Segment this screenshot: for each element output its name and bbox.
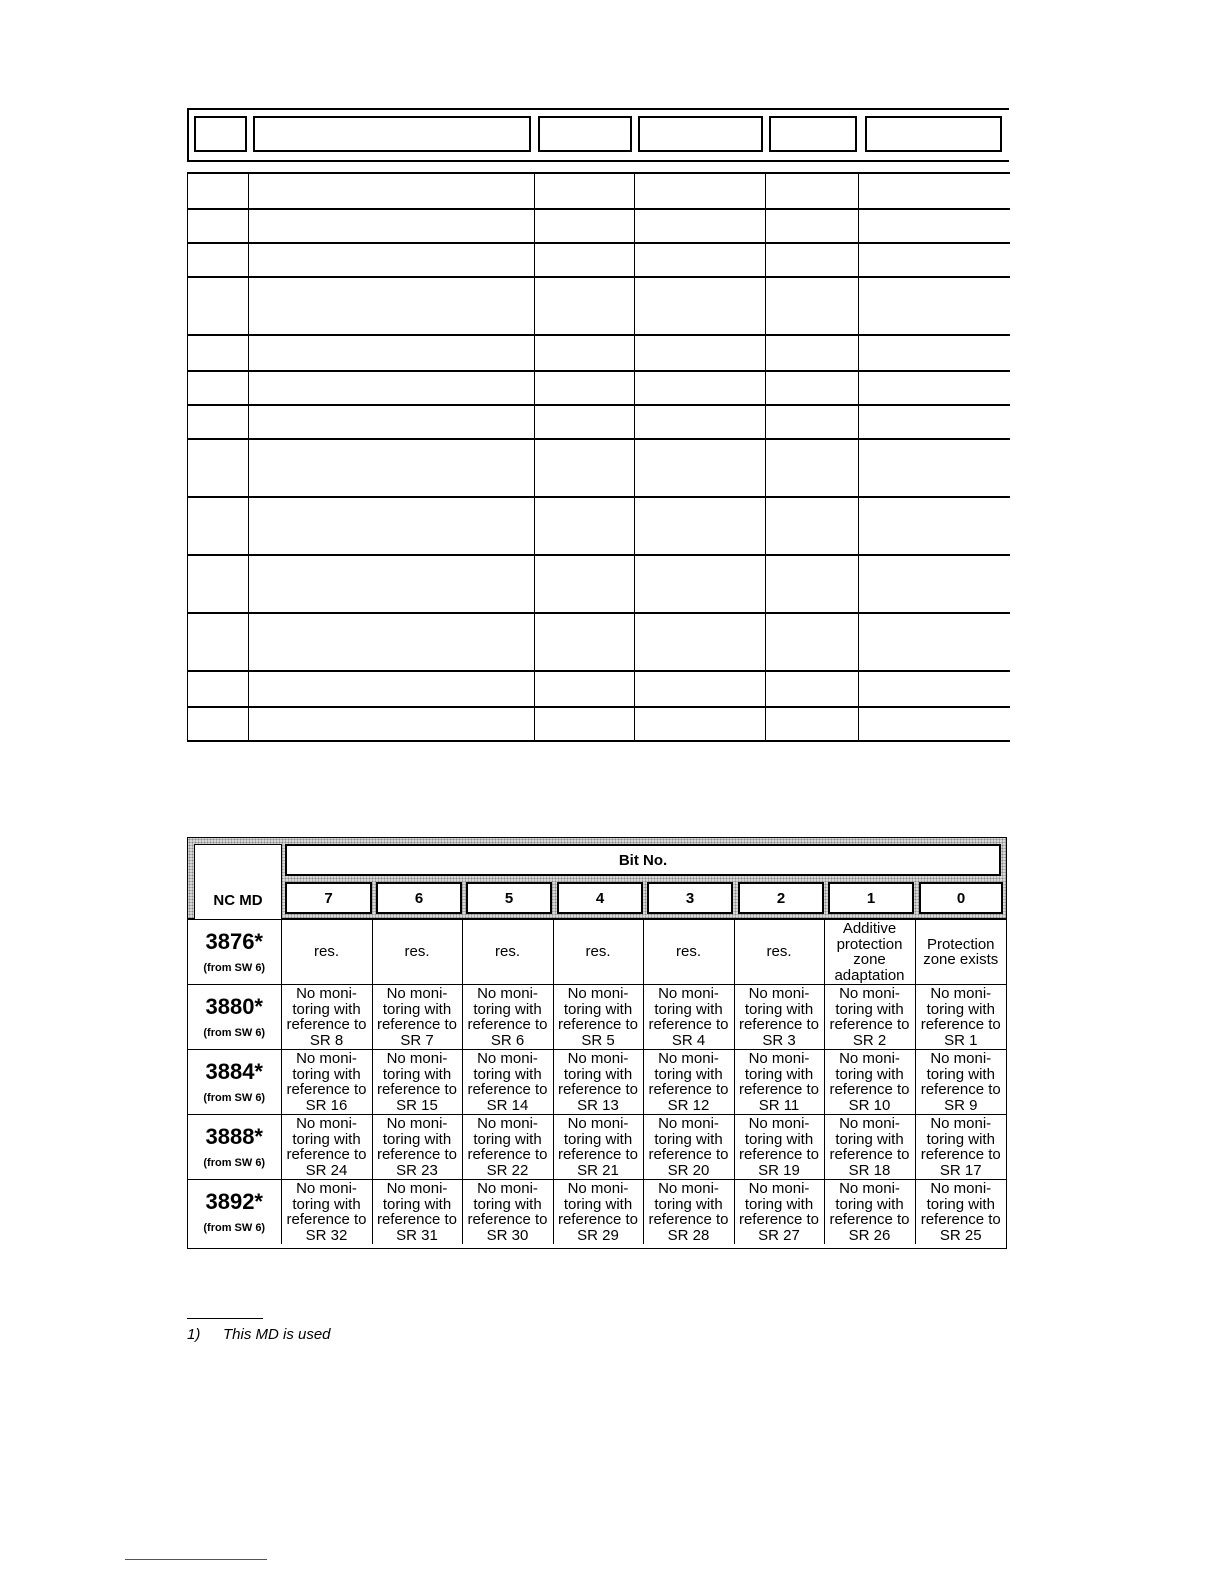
- empty-cell: [766, 335, 859, 371]
- table-row: [188, 405, 1010, 439]
- footnote-text: This MD is used: [223, 1326, 331, 1343]
- bit-cell: No moni- toring with reference to SR 8: [281, 985, 372, 1050]
- empty-cell: [188, 277, 249, 335]
- bit-cell: No moni- toring with reference to SR 31: [372, 1180, 462, 1245]
- empty-cell: [188, 371, 249, 405]
- empty-cell: [635, 173, 766, 209]
- bit-header-4: 4: [557, 882, 643, 914]
- table-row: [188, 671, 1010, 707]
- bit-header-1: 1: [828, 882, 914, 914]
- md-number: 3888*: [205, 1124, 263, 1149]
- empty-cell: [766, 671, 859, 707]
- upper-header-cell: [538, 116, 632, 152]
- empty-cell: [766, 277, 859, 335]
- empty-cell: [859, 243, 1010, 277]
- bit-table-rows: [188, 920, 1006, 1244]
- md-version: (from SW 6): [203, 962, 266, 974]
- empty-cell: [535, 405, 635, 439]
- empty-cell: [635, 277, 766, 335]
- bit-cell: res.: [462, 920, 553, 985]
- table-row: [188, 371, 1010, 405]
- empty-cell: [535, 707, 635, 741]
- table-row: [188, 173, 1010, 209]
- footnote-number: 1): [187, 1326, 201, 1343]
- bit-cell: No moni- toring with reference to SR 21: [553, 1115, 643, 1180]
- bit-no-header: Bit No.: [285, 844, 1001, 876]
- table-row: [188, 1115, 1006, 1180]
- upper-header-cell: [769, 116, 857, 152]
- empty-cell: [859, 335, 1010, 371]
- empty-cell: [249, 173, 535, 209]
- empty-cell: [249, 707, 535, 741]
- bit-cell: res.: [553, 920, 643, 985]
- nc-md-header: NC MD: [194, 844, 282, 920]
- bit-cell: No moni- toring with reference to SR 18: [824, 1115, 915, 1180]
- empty-cell: [859, 439, 1010, 497]
- empty-cell: [635, 371, 766, 405]
- upper-table-header: [187, 108, 1009, 162]
- empty-cell: [249, 405, 535, 439]
- empty-cell: [535, 371, 635, 405]
- bit-cell: res.: [643, 920, 734, 985]
- md-cell: [188, 1050, 281, 1115]
- bit-table: [187, 837, 1007, 1249]
- table-row: [188, 1180, 1006, 1245]
- table-row: [188, 497, 1010, 555]
- empty-cell: [535, 497, 635, 555]
- bit-cell: No moni- toring with reference to SR 30: [462, 1180, 553, 1245]
- bit-cell: Protection zone exists: [915, 920, 1006, 985]
- md-version: (from SW 6): [203, 1222, 266, 1234]
- empty-cell: [859, 707, 1010, 741]
- empty-cell: [188, 555, 249, 613]
- empty-cell: [859, 371, 1010, 405]
- empty-cell: [249, 335, 535, 371]
- bit-cell: Additive protection zone adaptation: [824, 920, 915, 985]
- table-row: [188, 277, 1010, 335]
- empty-cell: [535, 173, 635, 209]
- table-row: [188, 243, 1010, 277]
- bit-cell: No moni- toring with reference to SR 25: [915, 1180, 1006, 1245]
- empty-cell: [859, 209, 1010, 243]
- bit-header-7: 7: [285, 882, 372, 914]
- empty-cell: [766, 555, 859, 613]
- md-cell: [188, 985, 281, 1050]
- empty-cell: [766, 497, 859, 555]
- bit-cell: No moni- toring with reference to SR 24: [281, 1115, 372, 1180]
- bit-cell: No moni- toring with reference to SR 3: [734, 985, 824, 1050]
- bit-table-header: [188, 838, 1006, 920]
- empty-cell: [635, 405, 766, 439]
- empty-cell: [188, 243, 249, 277]
- link-underline: [125, 1559, 267, 1560]
- bit-header-2: 2: [738, 882, 824, 914]
- empty-cell: [766, 707, 859, 741]
- bit-cell: No moni- toring with reference to SR 22: [462, 1115, 553, 1180]
- bit-cell: No moni- toring with reference to SR 14: [462, 1050, 553, 1115]
- empty-cell: [249, 209, 535, 243]
- bit-cell: No moni- toring with reference to SR 4: [643, 985, 734, 1050]
- bit-cell: No moni- toring with reference to SR 23: [372, 1115, 462, 1180]
- bit-cell: No moni- toring with reference to SR 28: [643, 1180, 734, 1245]
- empty-cell: [635, 209, 766, 243]
- empty-cell: [188, 405, 249, 439]
- empty-cell: [859, 405, 1010, 439]
- md-number: 3892*: [205, 1189, 263, 1214]
- footnote-rule: [187, 1318, 263, 1319]
- empty-cell: [635, 335, 766, 371]
- bit-header-6: 6: [376, 882, 462, 914]
- empty-cell: [766, 371, 859, 405]
- upper-table-body: [187, 172, 1010, 742]
- table-row: [188, 335, 1010, 371]
- empty-cell: [766, 613, 859, 671]
- empty-cell: [188, 707, 249, 741]
- bit-cell: No moni- toring with reference to SR 10: [824, 1050, 915, 1115]
- empty-cell: [249, 497, 535, 555]
- bit-cell: res.: [281, 920, 372, 985]
- bit-cell: res.: [734, 920, 824, 985]
- empty-cell: [859, 277, 1010, 335]
- empty-cell: [535, 209, 635, 243]
- empty-cell: [249, 371, 535, 405]
- bit-cell: res.: [372, 920, 462, 985]
- empty-cell: [635, 613, 766, 671]
- empty-cell: [635, 671, 766, 707]
- empty-cell: [766, 439, 859, 497]
- table-row: [188, 920, 1006, 985]
- md-number: 3880*: [205, 994, 263, 1019]
- bit-cell: No moni- toring with reference to SR 13: [553, 1050, 643, 1115]
- bit-cell: No moni- toring with reference to SR 16: [281, 1050, 372, 1115]
- bit-header-3: 3: [647, 882, 733, 914]
- bit-cell: No moni- toring with reference to SR 12: [643, 1050, 734, 1115]
- empty-cell: [859, 613, 1010, 671]
- empty-cell: [188, 671, 249, 707]
- upper-header-cell: [865, 116, 1002, 152]
- md-version: (from SW 6): [203, 1027, 266, 1039]
- upper-header-cell: [253, 116, 531, 152]
- empty-cell: [859, 671, 1010, 707]
- md-version: (from SW 6): [203, 1092, 266, 1104]
- bit-cell: No moni- toring with reference to SR 2: [824, 985, 915, 1050]
- md-version: (from SW 6): [203, 1157, 266, 1169]
- bit-cell: No moni- toring with reference to SR 15: [372, 1050, 462, 1115]
- bit-cell: No moni- toring with reference to SR 26: [824, 1180, 915, 1245]
- empty-cell: [188, 497, 249, 555]
- bit-cell: No moni- toring with reference to SR 5: [553, 985, 643, 1050]
- bit-cell: No moni- toring with reference to SR 29: [553, 1180, 643, 1245]
- empty-cell: [188, 173, 249, 209]
- md-number: 3884*: [205, 1059, 263, 1084]
- md-number: 3876*: [205, 929, 263, 954]
- empty-cell: [249, 555, 535, 613]
- empty-cell: [188, 439, 249, 497]
- upper-header-cell: [194, 116, 247, 152]
- empty-cell: [249, 613, 535, 671]
- empty-cell: [766, 209, 859, 243]
- bit-cell: No moni- toring with reference to SR 17: [915, 1115, 1006, 1180]
- empty-cell: [635, 439, 766, 497]
- table-row: [188, 209, 1010, 243]
- bit-cell: No moni- toring with reference to SR 32: [281, 1180, 372, 1245]
- bit-header-0: 0: [919, 882, 1003, 914]
- empty-cell: [535, 555, 635, 613]
- bit-cell: No moni- toring with reference to SR 19: [734, 1115, 824, 1180]
- md-cell: [188, 920, 281, 985]
- table-row: [188, 1050, 1006, 1115]
- empty-cell: [535, 277, 635, 335]
- bit-cell: No moni- toring with reference to SR 20: [643, 1115, 734, 1180]
- table-row: [188, 439, 1010, 497]
- table-row: [188, 555, 1010, 613]
- table-row: [188, 985, 1006, 1050]
- empty-cell: [859, 173, 1010, 209]
- empty-cell: [188, 335, 249, 371]
- empty-cell: [766, 405, 859, 439]
- bit-cell: No moni- toring with reference to SR 7: [372, 985, 462, 1050]
- empty-cell: [535, 439, 635, 497]
- bit-cell: No moni- toring with reference to SR 27: [734, 1180, 824, 1245]
- empty-cell: [635, 243, 766, 277]
- md-cell: [188, 1180, 281, 1245]
- empty-cell: [766, 173, 859, 209]
- empty-cell: [249, 439, 535, 497]
- empty-cell: [766, 243, 859, 277]
- bit-cell: No moni- toring with reference to SR 6: [462, 985, 553, 1050]
- empty-cell: [535, 243, 635, 277]
- empty-cell: [249, 671, 535, 707]
- bit-cell: No moni- toring with reference to SR 11: [734, 1050, 824, 1115]
- empty-cell: [249, 243, 535, 277]
- empty-cell: [635, 707, 766, 741]
- empty-cell: [535, 335, 635, 371]
- empty-cell: [188, 209, 249, 243]
- empty-cell: [635, 555, 766, 613]
- upper-header-cell: [638, 116, 763, 152]
- empty-cell: [635, 497, 766, 555]
- empty-cell: [188, 613, 249, 671]
- bit-cell: No moni- toring with reference to SR 1: [915, 985, 1006, 1050]
- bit-header-5: 5: [466, 882, 552, 914]
- empty-cell: [859, 555, 1010, 613]
- md-cell: [188, 1115, 281, 1180]
- empty-cell: [535, 671, 635, 707]
- table-row: [188, 613, 1010, 671]
- bit-cell: No moni- toring with reference to SR 9: [915, 1050, 1006, 1115]
- table-row: [188, 707, 1010, 741]
- empty-cell: [535, 613, 635, 671]
- empty-cell: [249, 277, 535, 335]
- empty-cell: [859, 497, 1010, 555]
